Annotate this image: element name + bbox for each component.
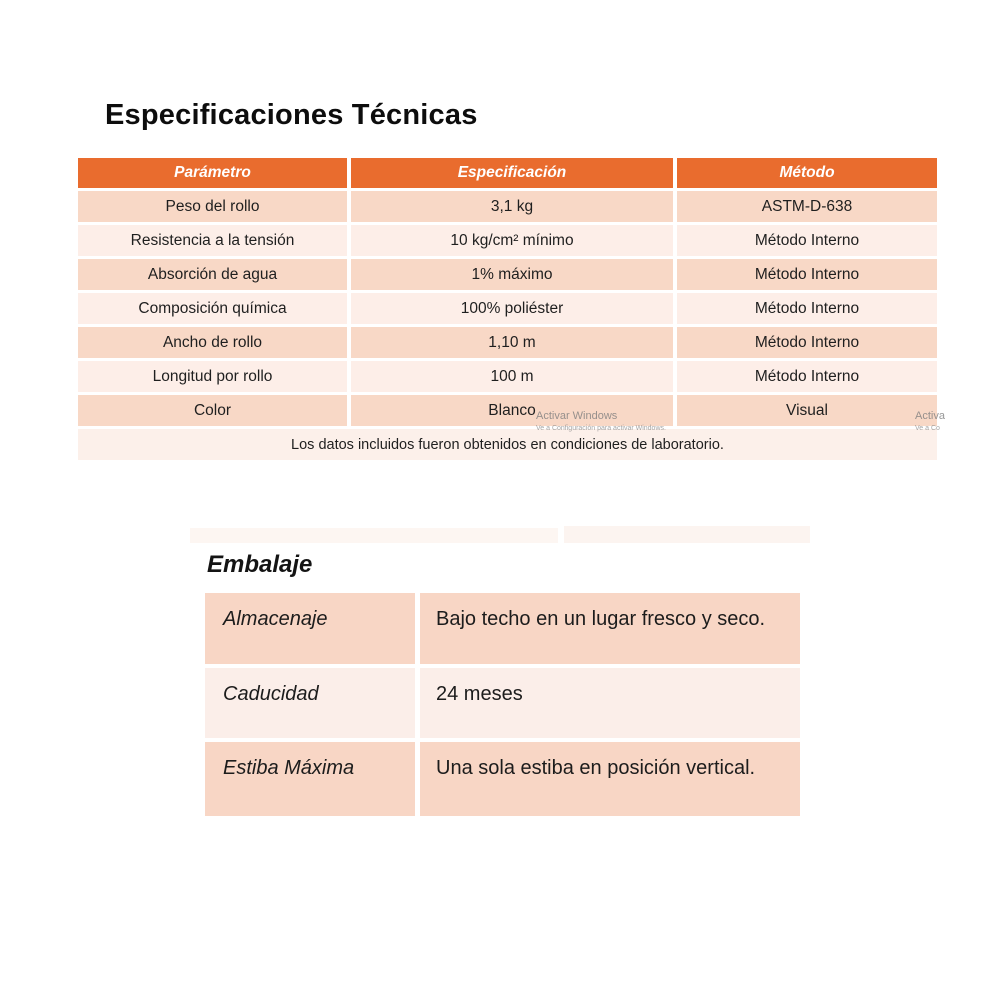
table-cell: ASTM-D-638 [677,191,937,222]
table-cell: 100 m [351,361,673,392]
spec-table [78,158,945,460]
watermark-title-clipped: Activa [915,410,945,422]
table-cell: Peso del rollo [78,191,347,222]
table-cell: Composición química [78,293,347,324]
spec-table-header-parametro: Parámetro [78,158,347,188]
table-cell: Blanco [351,395,673,426]
spec-table-header-especificacion: Especificación [351,158,673,188]
table-cell: Visual [677,395,937,426]
faint-pink-strip-left [190,528,558,543]
spec-table-footnote: Los datos incluidos fueron obtenidos en condiciones de laboratorio. [78,429,937,460]
table-cell: Método Interno [677,327,937,358]
embalaje-value-almacenaje: Bajo techo en un lugar fresco y seco. [420,593,800,664]
embalaje-label-almacenaje: Almacenaje [205,593,415,664]
embalaje-table [205,593,800,816]
table-cell: Longitud por rollo [78,361,347,392]
table-cell: 100% poliéster [351,293,673,324]
table-cell: 1,10 m [351,327,673,358]
page-title: Especificaciones Técnicas [105,99,478,131]
embalaje-value-estiba-maxima: Una sola estiba en posición vertical. [420,742,800,816]
spec-table-header-metodo: Método [677,158,937,188]
table-cell: Método Interno [677,225,937,256]
table-cell: 10 kg/cm² mínimo [351,225,673,256]
table-cell: Resistencia a la tensión [78,225,347,256]
embalaje-value-caducidad: 24 meses [420,668,800,738]
table-cell: Método Interno [677,259,937,290]
watermark-subtitle-clipped: Ve a Co [915,424,940,432]
table-cell: 1% máximo [351,259,673,290]
watermark-title: Activar Windows [536,410,618,422]
embalaje-label-estiba-maxima: Estiba Máxima [205,742,415,816]
table-cell: Absorción de agua [78,259,347,290]
table-cell: 3,1 kg [351,191,673,222]
faint-pink-strip-right [564,526,810,543]
table-cell: Método Interno [677,361,937,392]
watermark-subtitle: Ve a Configuración para activar Windows. [536,424,666,432]
table-cell: Ancho de rollo [78,327,347,358]
table-cell: Color [78,395,347,426]
embalaje-label-caducidad: Caducidad [205,668,415,738]
table-cell: Método Interno [677,293,937,324]
embalaje-heading: Embalaje [207,551,313,578]
